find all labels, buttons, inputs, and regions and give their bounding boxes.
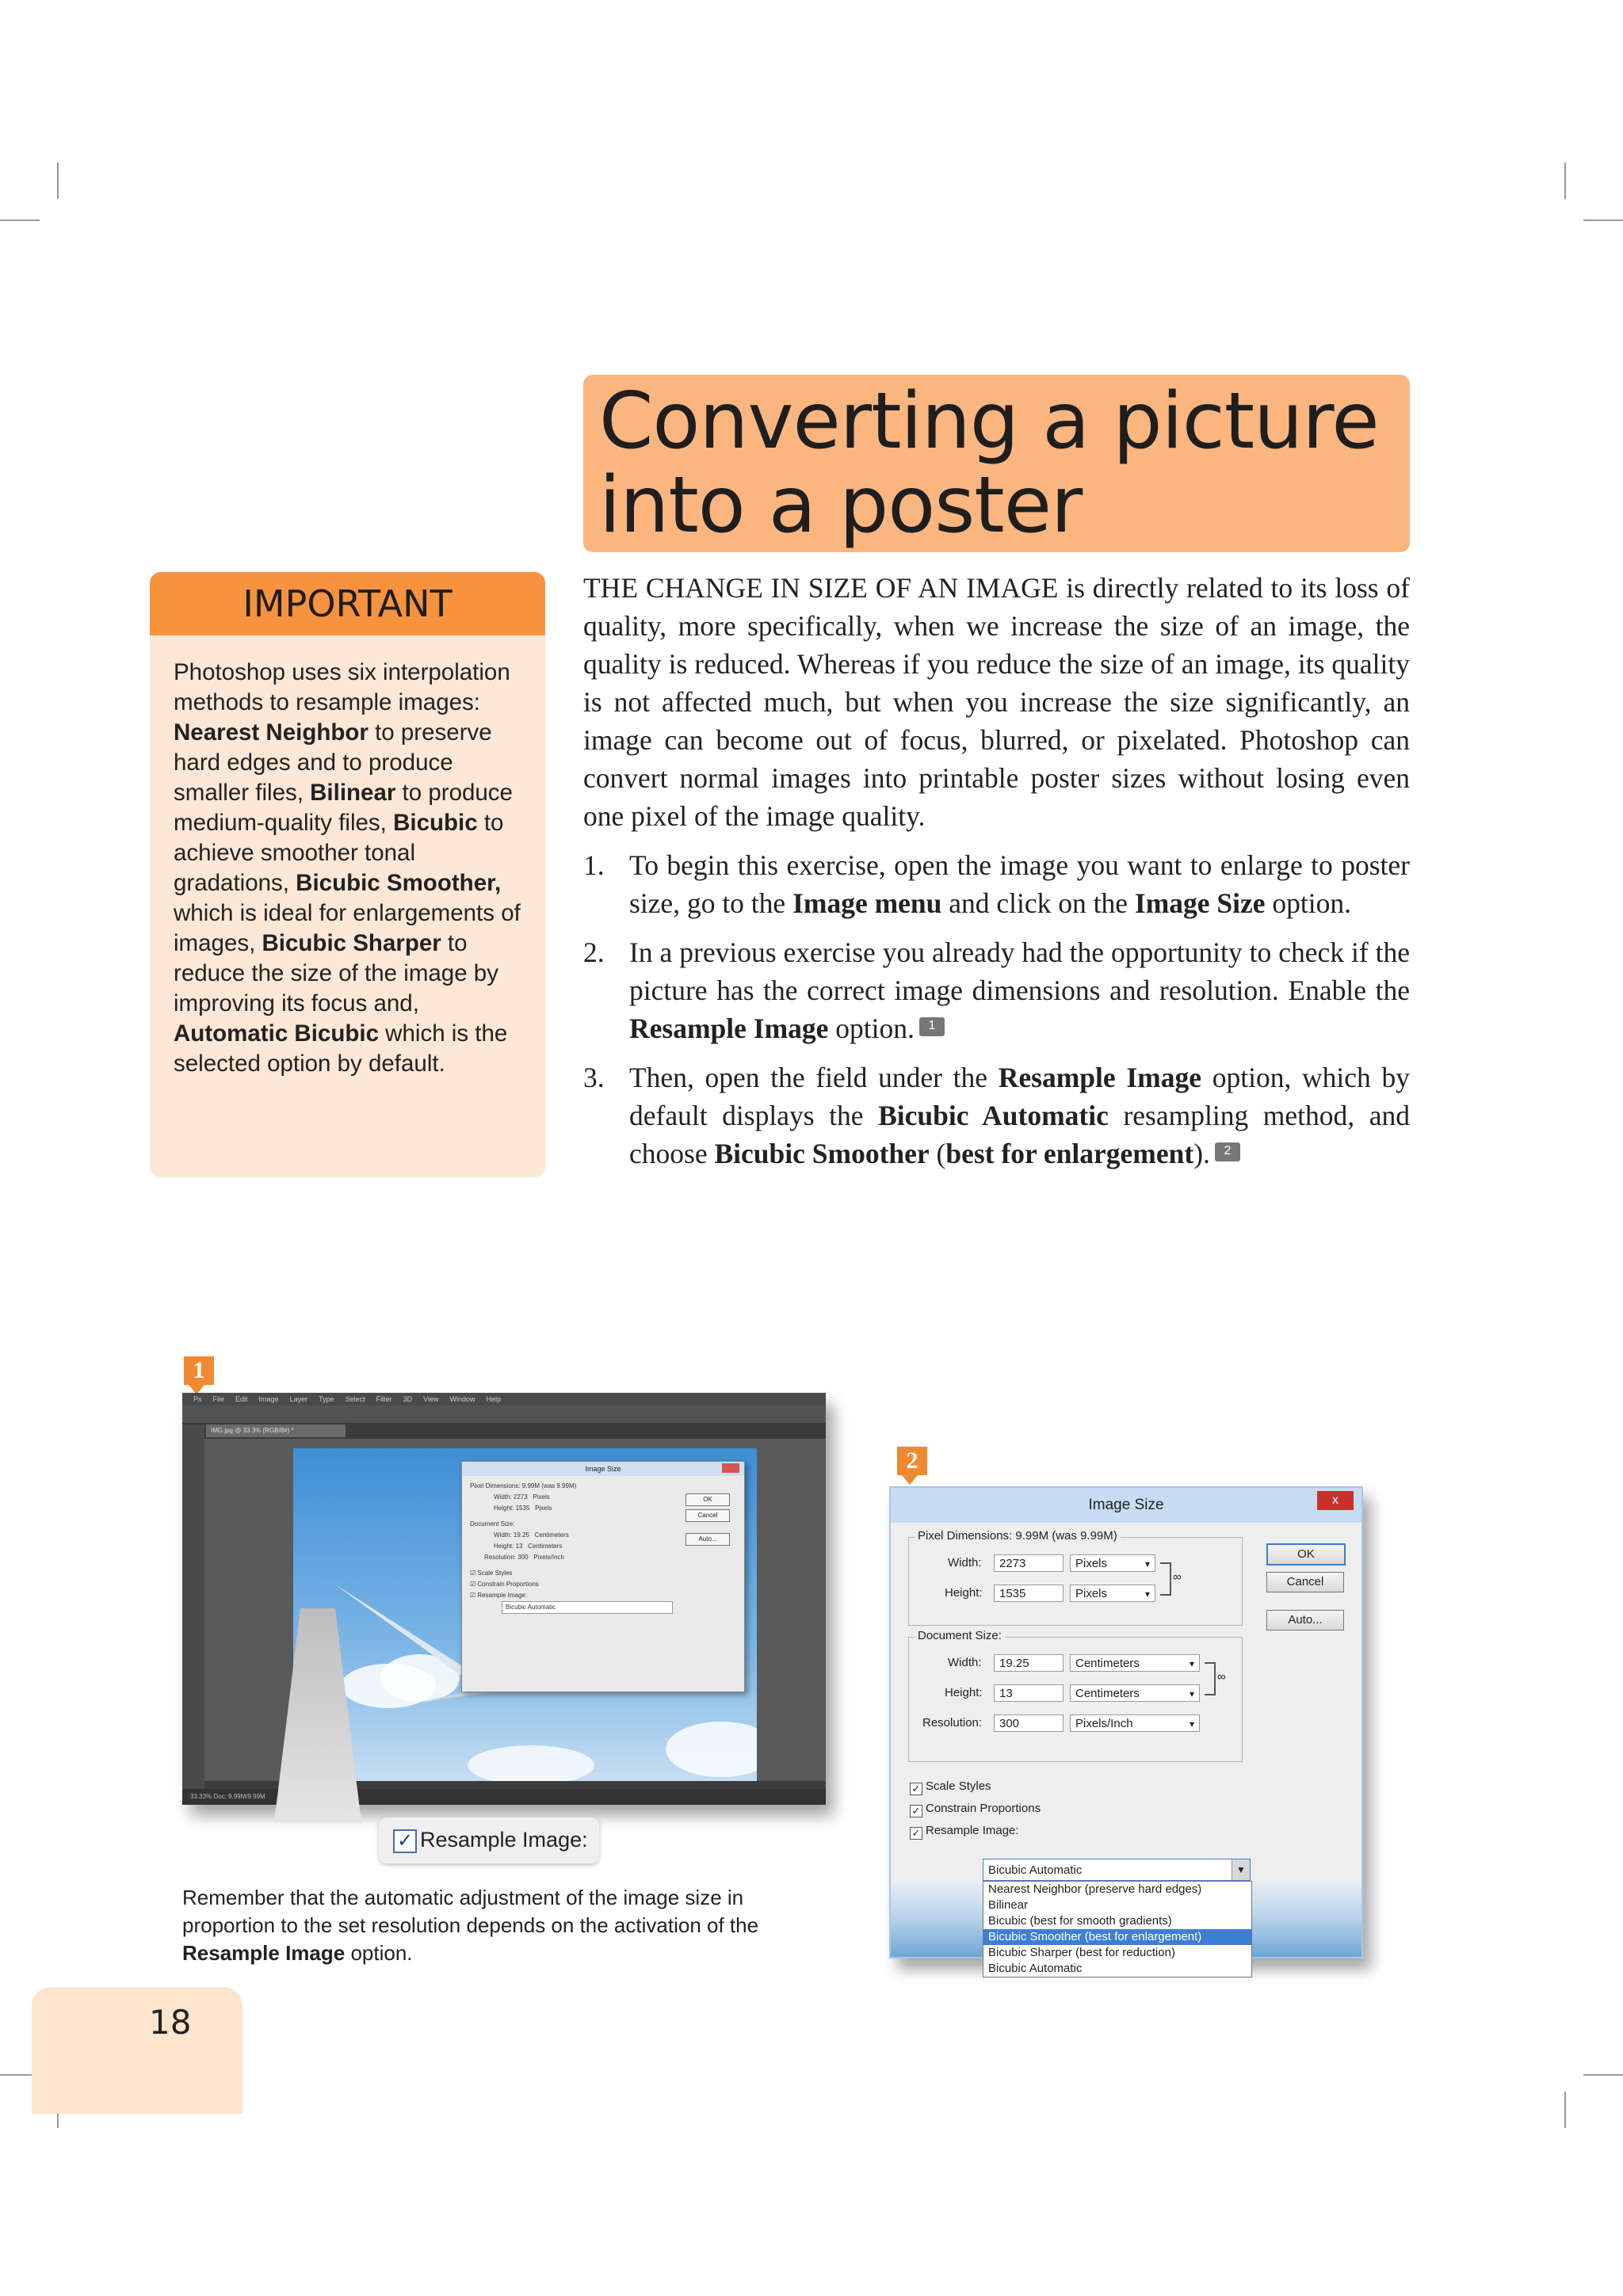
- ps-constrain-check[interactable]: ☑ Constrain Proportions: [470, 1581, 539, 1588]
- ps-menubar: [182, 1393, 826, 1405]
- crop-mark: [1564, 162, 1566, 199]
- doc-height-label: Height:: [945, 1686, 983, 1699]
- ps-menu-item[interactable]: Edit: [235, 1395, 248, 1403]
- steps-list: [583, 846, 1410, 1173]
- resample-zoom-callout: [379, 1817, 599, 1863]
- ps-menu-item[interactable]: Window: [449, 1395, 475, 1403]
- resample-option[interactable]: Bicubic (best for smooth gradients): [988, 1914, 1172, 1928]
- chain-link-icon: ∞: [1217, 1670, 1226, 1684]
- step-text-run: option, which by default displays the: [629, 1062, 1410, 1131]
- resample-zoom-label: Resample Image:: [420, 1828, 588, 1852]
- width-field[interactable]: 2273: [994, 1554, 1064, 1572]
- width-unit-select[interactable]: Pixels ▾: [1070, 1554, 1155, 1572]
- step-text-run: Resample Image: [998, 1062, 1201, 1093]
- figure-ref-icon: 1: [919, 1017, 945, 1036]
- step-number: 3.: [583, 1062, 605, 1093]
- important-sidebar: [150, 572, 545, 1177]
- dialog-body: [891, 1523, 1361, 1975]
- page-number: 18: [149, 2003, 192, 2042]
- scale-styles-checkbox[interactable]: ✓: [910, 1783, 922, 1795]
- ps-status-bar: 33.33% Doc: 9.99M/9.99M: [182, 1789, 826, 1805]
- important-text-run: Automatic Bicubic: [174, 1020, 379, 1047]
- step-text-run: Then, open the field under the: [629, 1062, 999, 1093]
- caption-run: option.: [345, 1941, 413, 1965]
- ps-dialog-title: Image Size: [462, 1462, 744, 1476]
- dialog-title: Image Size: [1088, 1497, 1164, 1513]
- step-text-run: Image menu: [792, 887, 942, 919]
- resolution-label: Resolution:: [922, 1716, 983, 1730]
- important-body: [174, 658, 530, 1079]
- caption-run: Remember that the automatic adjustment of the image size in proportion to the set resolution depends on the activation of the: [182, 1886, 759, 1937]
- link-bracket: [1205, 1662, 1216, 1695]
- crop-mark: [1583, 219, 1623, 221]
- height-unit-select[interactable]: Pixels ▾: [1070, 1585, 1155, 1602]
- constrain-label: Constrain Proportions: [926, 1802, 1041, 1815]
- ps-document-tab: IMG.jpg @ 33.3% (RGB/8#) *: [206, 1425, 346, 1437]
- important-text-run: Bicubic Sharper: [262, 930, 441, 956]
- important-heading: IMPORTANT: [242, 582, 453, 625]
- resample-option[interactable]: Nearest Neighbor (preserve hard edges): [988, 1882, 1202, 1896]
- resolution-field[interactable]: 300: [994, 1714, 1064, 1732]
- important-text-run: to achieve smoother tonal gradations,: [174, 810, 504, 896]
- resample-option[interactable]: Bicubic Automatic: [988, 1962, 1083, 1975]
- ps-pixel-dims: Pixel Dimensions: 9.99M (was 9.99M): [470, 1482, 577, 1489]
- important-header: [150, 572, 545, 635]
- ps-height-row: Height: 1535 Pixels: [494, 1505, 552, 1512]
- ps-options-bar: [182, 1405, 826, 1423]
- important-text-run: Nearest Neighbor: [174, 719, 369, 746]
- image-size-dialog-screenshot: [889, 1486, 1363, 1975]
- caption-run: Resample Image: [182, 1941, 346, 1965]
- important-text-run: Bilinear: [310, 780, 396, 806]
- ps-ok-button[interactable]: OK: [685, 1493, 730, 1506]
- step-text-run: and click on the: [941, 887, 1135, 919]
- step-text-run: To begin this exercise, open the image you want to enlarge to poster size, go to the: [629, 849, 1410, 919]
- resample-label: Resample Image:: [926, 1824, 1019, 1837]
- photoshop-screenshot: [182, 1393, 826, 1805]
- ps-doc-size: Document Size:: [470, 1520, 515, 1527]
- figure-ref-icon: 2: [1215, 1142, 1240, 1161]
- important-text-run: Bicubic: [393, 810, 478, 836]
- resample-option[interactable]: Bilinear: [988, 1898, 1029, 1912]
- important-text-run: which is ideal for enlargements of images,: [174, 900, 521, 956]
- ps-res-row: Resolution: 300 Pixels/Inch: [484, 1554, 564, 1561]
- ps-menu-item[interactable]: File: [212, 1395, 225, 1403]
- ps-menu-item[interactable]: Type: [319, 1395, 334, 1403]
- resample-method-select[interactable]: [983, 1859, 1251, 1881]
- resolution-unit-select[interactable]: Pixels/Inch ▾: [1070, 1714, 1200, 1732]
- crop-mark: [1583, 2074, 1623, 2076]
- doc-width-label: Width:: [948, 1656, 982, 1669]
- ps-menu-item[interactable]: Image: [258, 1395, 279, 1403]
- important-text-run: to produce medium-quality files,: [174, 780, 513, 836]
- step-item: [583, 1058, 1410, 1173]
- article-body: [583, 569, 1410, 1184]
- height-label: Height:: [945, 1586, 983, 1600]
- important-text-run: Photoshop uses six interpolation methods to resample images:: [174, 659, 510, 715]
- doc-height-unit-select[interactable]: Centimeters ▾: [1070, 1684, 1200, 1702]
- crop-mark: [57, 162, 59, 199]
- ps-auto-button[interactable]: Auto...: [685, 1533, 730, 1546]
- step-item: [583, 846, 1410, 922]
- ps-cancel-button[interactable]: Cancel: [685, 1509, 730, 1522]
- step-text-run: option.: [828, 1013, 915, 1044]
- pixel-dimensions-group: [908, 1537, 1243, 1626]
- chevron-down-icon[interactable]: ▼: [1232, 1859, 1250, 1880]
- step-text-run: resampling method, and choose: [629, 1100, 1411, 1169]
- step-text-run: In a previous exercise you already had the opportunity to check if the picture has the correct image dimensions and resolution. Enable the: [629, 936, 1410, 1006]
- step-text-run: option.: [1265, 887, 1352, 919]
- step-number: 2.: [583, 936, 605, 968]
- chain-link-icon: ∞: [1173, 1570, 1182, 1584]
- link-bracket: [1160, 1562, 1171, 1596]
- step-number: 1.: [583, 849, 605, 881]
- callout-marker-1: 1: [184, 1356, 214, 1385]
- height-field[interactable]: 1535: [994, 1585, 1064, 1602]
- ps-menu-item[interactable]: Select: [345, 1395, 365, 1403]
- resample-option[interactable]: Bicubic Sharper (best for reduction): [988, 1946, 1175, 1959]
- ok-button[interactable]: OK: [1266, 1543, 1346, 1566]
- step-item: [583, 933, 1410, 1047]
- step-text-run: (: [929, 1138, 946, 1169]
- doc-width-unit-select[interactable]: Centimeters ▾: [1070, 1654, 1200, 1672]
- ps-method-select[interactable]: Bicubic Automatic: [502, 1601, 673, 1614]
- doc-height-field[interactable]: 13: [994, 1684, 1064, 1702]
- constrain-checkbox[interactable]: ✓: [910, 1805, 922, 1817]
- doc-size-label: Document Size:: [915, 1629, 1005, 1642]
- pixel-dims-label: Pixel Dimensions: 9.99M (was 9.99M): [915, 1529, 1121, 1543]
- resample-checkbox[interactable]: ✓: [910, 1827, 922, 1840]
- important-text-run: Bicubic Smoother,: [296, 870, 502, 896]
- important-text-run: which is the selected option by default.: [174, 1020, 508, 1077]
- important-text-run: to reduce the size of the image by improving its focus and,: [174, 930, 498, 1016]
- title-banner: [583, 375, 1410, 552]
- crop-mark: [1564, 2092, 1566, 2128]
- close-button[interactable]: x: [1317, 1491, 1354, 1510]
- step-text-run: Image Size: [1134, 887, 1266, 919]
- callout-marker-2: 2: [897, 1447, 927, 1475]
- page-title: Converting a picture into a poster: [599, 376, 1379, 551]
- ps-resample-check[interactable]: ☑ Resample Image:: [470, 1592, 528, 1599]
- resample-options-list: [983, 1881, 1252, 1978]
- auto-button[interactable]: Auto...: [1266, 1610, 1344, 1630]
- ps-dwidth-row: Width: 19.25 Centimeters: [494, 1531, 569, 1539]
- ps-menu-item[interactable]: Layer: [289, 1395, 308, 1403]
- ps-width-row: Width: 2273 Pixels: [494, 1493, 550, 1501]
- step-text-run: Bicubic Smoother: [714, 1138, 930, 1169]
- ps-toolbox: [182, 1425, 204, 1789]
- intro-paragraph: THE CHANGE IN SIZE OF AN IMAGE is directly related to its loss of quality, more specifically, when we increase the size of an image, the quality is reduced. Whereas if you reduce the size of an image, its quality is not affected much, but when you increase the size significantly, an image can become out of focus, blurred, or pixelated. Photoshop can convert normal images into printable poster sizes without losing even one pixel of the image quality.: [583, 572, 1410, 832]
- page-number-tab: [32, 1987, 242, 2114]
- resample-option[interactable]: Bicubic Smoother (best for enlargement): [983, 1929, 1251, 1945]
- important-text-run: to preserve hard edges and to produce smaller files,: [174, 719, 492, 806]
- crop-mark: [0, 219, 40, 221]
- ps-menu-item[interactable]: Filter: [376, 1395, 392, 1403]
- ps-menu-item[interactable]: Ps: [193, 1395, 202, 1403]
- ps-dheight-row: Height: 13 Centimeters: [494, 1543, 563, 1550]
- dialog-titlebar: [891, 1488, 1361, 1523]
- step-text-run: best for enlargement: [945, 1138, 1194, 1169]
- figure-caption: [182, 1884, 824, 1967]
- resample-method-value: Bicubic Automatic: [988, 1863, 1083, 1877]
- step-text-run: Bicubic Automatic: [878, 1100, 1109, 1131]
- ps-scale-check[interactable]: ☑ Scale Styles: [470, 1569, 513, 1577]
- ps-menu-item[interactable]: Help: [486, 1395, 502, 1403]
- width-label: Width:: [948, 1556, 982, 1569]
- scale-styles-label: Scale Styles: [926, 1779, 991, 1793]
- checkbox-checked-icon[interactable]: ✓: [393, 1829, 417, 1853]
- step-text-run: Resample Image: [629, 1013, 829, 1044]
- doc-width-field[interactable]: 19.25: [994, 1654, 1064, 1672]
- cancel-button[interactable]: Cancel: [1266, 1572, 1344, 1592]
- step-text-run: ).: [1193, 1138, 1210, 1169]
- ps-image-size-dialog: [461, 1461, 745, 1692]
- ps-menu-item[interactable]: 3D: [403, 1395, 413, 1403]
- ps-menu-item[interactable]: View: [423, 1395, 439, 1403]
- close-button[interactable]: [722, 1463, 739, 1473]
